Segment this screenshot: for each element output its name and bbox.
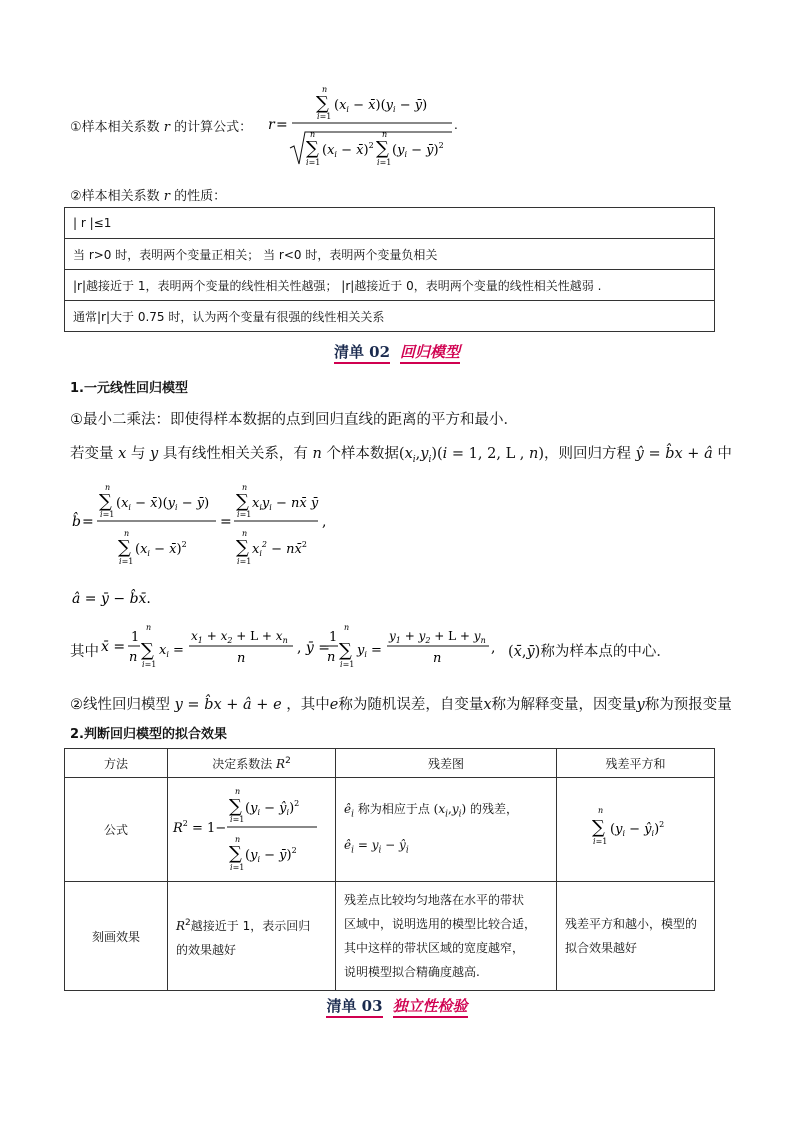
svg-text:n: n (322, 85, 328, 94)
svg-text:i=1: i=1 (317, 112, 332, 121)
residual-definition-cell: $ê_i$ 称为相应于点 $(x_i,y_i)$ 的残差， $ê_i = y_i$ − $ŷ_i$ (336, 778, 557, 882)
banner-title: 独立性检验 (393, 997, 468, 1018)
table-row (65, 778, 715, 882)
svg-text:i=1: i=1 (100, 510, 115, 519)
svg-text:(yi − ȳ)2: ($y_i$ − ȳ)$^2$ (392, 141, 444, 159)
svg-text:xiyi − nx̄ ȳ: $x_iy_i$ − nx̄ ȳ (252, 496, 319, 512)
svg-text:n: n (433, 651, 442, 666)
header-ssr: 残差平方和 (557, 749, 715, 778)
intercept-formula (70, 586, 180, 610)
svg-text:x1 + x2 + L + xn: $x_1 + x_2 + L + x_n$ (191, 629, 288, 645)
residual-plot-effect-cell: 残差点比较均匀地落在水平的带状 区域中，说明选用的模型比较合适， 其中这样的带状区域的宽度越窄， 说明模型拟合精确度越高. (336, 882, 557, 991)
svg-text:i=1: i=1 (592, 837, 607, 846)
svg-text:.: . (454, 118, 458, 132)
svg-text:i=1: i=1 (230, 863, 245, 872)
svg-text:â = ȳ − b̂x̄.: â = ȳ − b̂x̄. (72, 591, 151, 607)
table-cell: |r|越接近于 1，表明两个变量的线性相关性越强； |r|越接近于 0，表明两个变量的线性相关性越弱 . (65, 270, 715, 301)
svg-text:∑: ∑ (316, 93, 329, 114)
svg-text:i=1: i=1 (230, 815, 245, 824)
ssr-effect-cell: 残差平方和越小，模型的 拟合效果越好 (557, 882, 715, 991)
svg-text:i=1: i=1 (237, 557, 252, 566)
svg-text:(xi − x̄)2: ($x_i$ − x̄)$^2$ (322, 141, 374, 159)
regression-intro: 若变量 x 与 y 具有线性相关关系，有 n 个样本数据$(x_i,y_i)(i = 1$, 2, L , n)，则回归方程 ŷ = b̂x + â 中 (70, 446, 732, 465)
svg-text:n: n (242, 483, 248, 492)
svg-text:(xi − x̄)(yi − ȳ): ($x_i$ − $x̄)(y_i$ − ȳ) (334, 98, 428, 114)
least-squares-text: ①最小二乘法：即使得样本数据的点到回归直线的距离的平方和最小． (70, 412, 518, 428)
banner-label: 清单 03 (326, 997, 382, 1018)
svg-text:i=1: i=1 (377, 158, 392, 167)
svg-text:R2 = 1−: $R^2 = 1-$ (173, 819, 227, 836)
svg-text:n: n (327, 650, 336, 665)
svg-text:∑: ∑ (236, 491, 249, 512)
svg-text:n: n (310, 130, 316, 139)
svg-text:n: n (235, 787, 241, 796)
table-row (65, 301, 715, 332)
slope-formula (70, 480, 340, 572)
svg-text:1: 1 (329, 630, 338, 645)
svg-text:∑: ∑ (306, 138, 319, 159)
ssr-formula (586, 803, 686, 853)
svg-text:n: n (124, 529, 130, 538)
svg-text:b̂: b̂ (72, 514, 81, 530)
corr-formula-label: ①样本相关系数 r 的计算公式： (70, 120, 253, 135)
svg-text:n: n (129, 650, 138, 665)
svg-text:n: n (242, 529, 248, 538)
svg-text:=: = (82, 514, 94, 530)
svg-text:∑: ∑ (229, 796, 242, 817)
svg-text:xi2 − nx̄2: $x_i^2$ − nx̄$^2$ (252, 540, 307, 558)
svg-text:=: = (276, 117, 288, 133)
svg-text:(xi − x̄)2: ($x_i$ − x̄)$^2$ (135, 540, 187, 558)
svg-text:(xi − x̄)(yi − ȳ): ($x_i$ − $x̄)(y_i$ − ȳ) (116, 496, 210, 512)
corr-properties-table (64, 207, 715, 332)
table-row (65, 882, 715, 991)
svg-text:=: = (220, 514, 232, 530)
corr-formula (262, 82, 462, 172)
table-cell: 当 r>0 时，表明两个变量正相关； 当 r<0 时，表明两个变量负相关 (65, 239, 715, 270)
center-label: 其中 (70, 644, 99, 660)
svg-text:yi =: $y_i$ = (357, 643, 382, 659)
svg-text:y1 + y2 + L + yn: $y_1 + y_2 + L + y_n$ (389, 629, 486, 645)
banner-title: 回归模型 (400, 343, 460, 364)
svg-text:∑: ∑ (141, 640, 154, 661)
r2-effect-cell: $R^2$越接近于 1，表示回归 的效果越好 (168, 882, 336, 991)
table-cell: | r |≤1 (65, 208, 715, 239)
r2-formula-cell (168, 778, 336, 882)
svg-text:n: n (146, 623, 152, 632)
header-method: 方法 (65, 749, 168, 778)
svg-text:xi =: $x_i$ = (159, 643, 184, 659)
svg-text:∑: ∑ (99, 491, 112, 512)
svg-text:∑: ∑ (236, 537, 249, 558)
svg-text:(yi − ŷi)2: ($y_i$ − $ŷ_i)^2$ (609, 820, 664, 838)
svg-text:i=1: i=1 (142, 660, 157, 669)
svg-text:, ȳ =: , ȳ = (297, 640, 331, 656)
row-effect-label: 刻画效果 (65, 882, 168, 991)
heading-linear-regression: 1.一元线性回归模型 (70, 381, 188, 396)
banner-label: 清单 02 (334, 343, 390, 364)
svg-text:,: , (322, 514, 327, 530)
svg-text:n: n (105, 483, 111, 492)
svg-text:n: n (235, 835, 241, 844)
svg-text:i=1: i=1 (119, 557, 134, 566)
svg-text:(yi − ŷi)2: ($y_i$ − $ŷ_i)^2$ (245, 799, 300, 817)
linear-model-text: ②线性回归模型 y = b̂x + â + e ，其中e称为随机误差，自变量x称为解释变量，因变量y称为预报变量 (70, 697, 732, 713)
svg-text:(yi − ȳ)2: ($y_i$ − ȳ)$^2$ (245, 846, 297, 864)
svg-text:1: 1 (131, 630, 140, 645)
table-row (65, 239, 715, 270)
svg-text:∑: ∑ (339, 640, 352, 661)
header-residual-plot: 残差图 (336, 749, 557, 778)
svg-text:∑: ∑ (591, 817, 605, 838)
table-row (65, 270, 715, 301)
table-header-row (65, 749, 715, 778)
svg-text:i=1: i=1 (237, 510, 252, 519)
svg-text:x̄ =: x̄ = (101, 639, 126, 655)
svg-text:n: n (344, 623, 350, 632)
heading-fit-effect: 2.判断回归模型的拟合效果 (70, 727, 227, 742)
row-formula-label: 公式 (65, 778, 168, 882)
svg-text:i=1: i=1 (340, 660, 355, 669)
table-row (65, 208, 715, 239)
ssr-formula-cell (557, 778, 715, 882)
svg-text:∑: ∑ (118, 537, 131, 558)
table-cell: 通常|r|大于 0.75 时，认为两个变量有很强的线性相关关系 (65, 301, 715, 332)
svg-text:r: r (268, 117, 275, 133)
svg-text:n: n (237, 651, 246, 666)
svg-text:∑: ∑ (229, 843, 242, 864)
svg-text:i=1: i=1 (306, 158, 321, 167)
svg-text:∑: ∑ (376, 138, 389, 159)
svg-text:n: n (382, 130, 388, 139)
mean-formulas (99, 622, 501, 672)
r2-formula (169, 782, 329, 874)
center-tail: (x̄,ȳ)称为样本点的中心． (508, 644, 671, 660)
section-banner-02 (0, 341, 794, 362)
corr-properties-label: ②样本相关系数 r 的性质： (70, 189, 227, 204)
header-r2: 决定系数法 $R^2$ (168, 749, 336, 778)
fit-effect-table (64, 748, 715, 991)
svg-text:n: n (597, 806, 603, 815)
section-banner-03 (0, 995, 794, 1016)
svg-text:,: , (491, 640, 496, 656)
